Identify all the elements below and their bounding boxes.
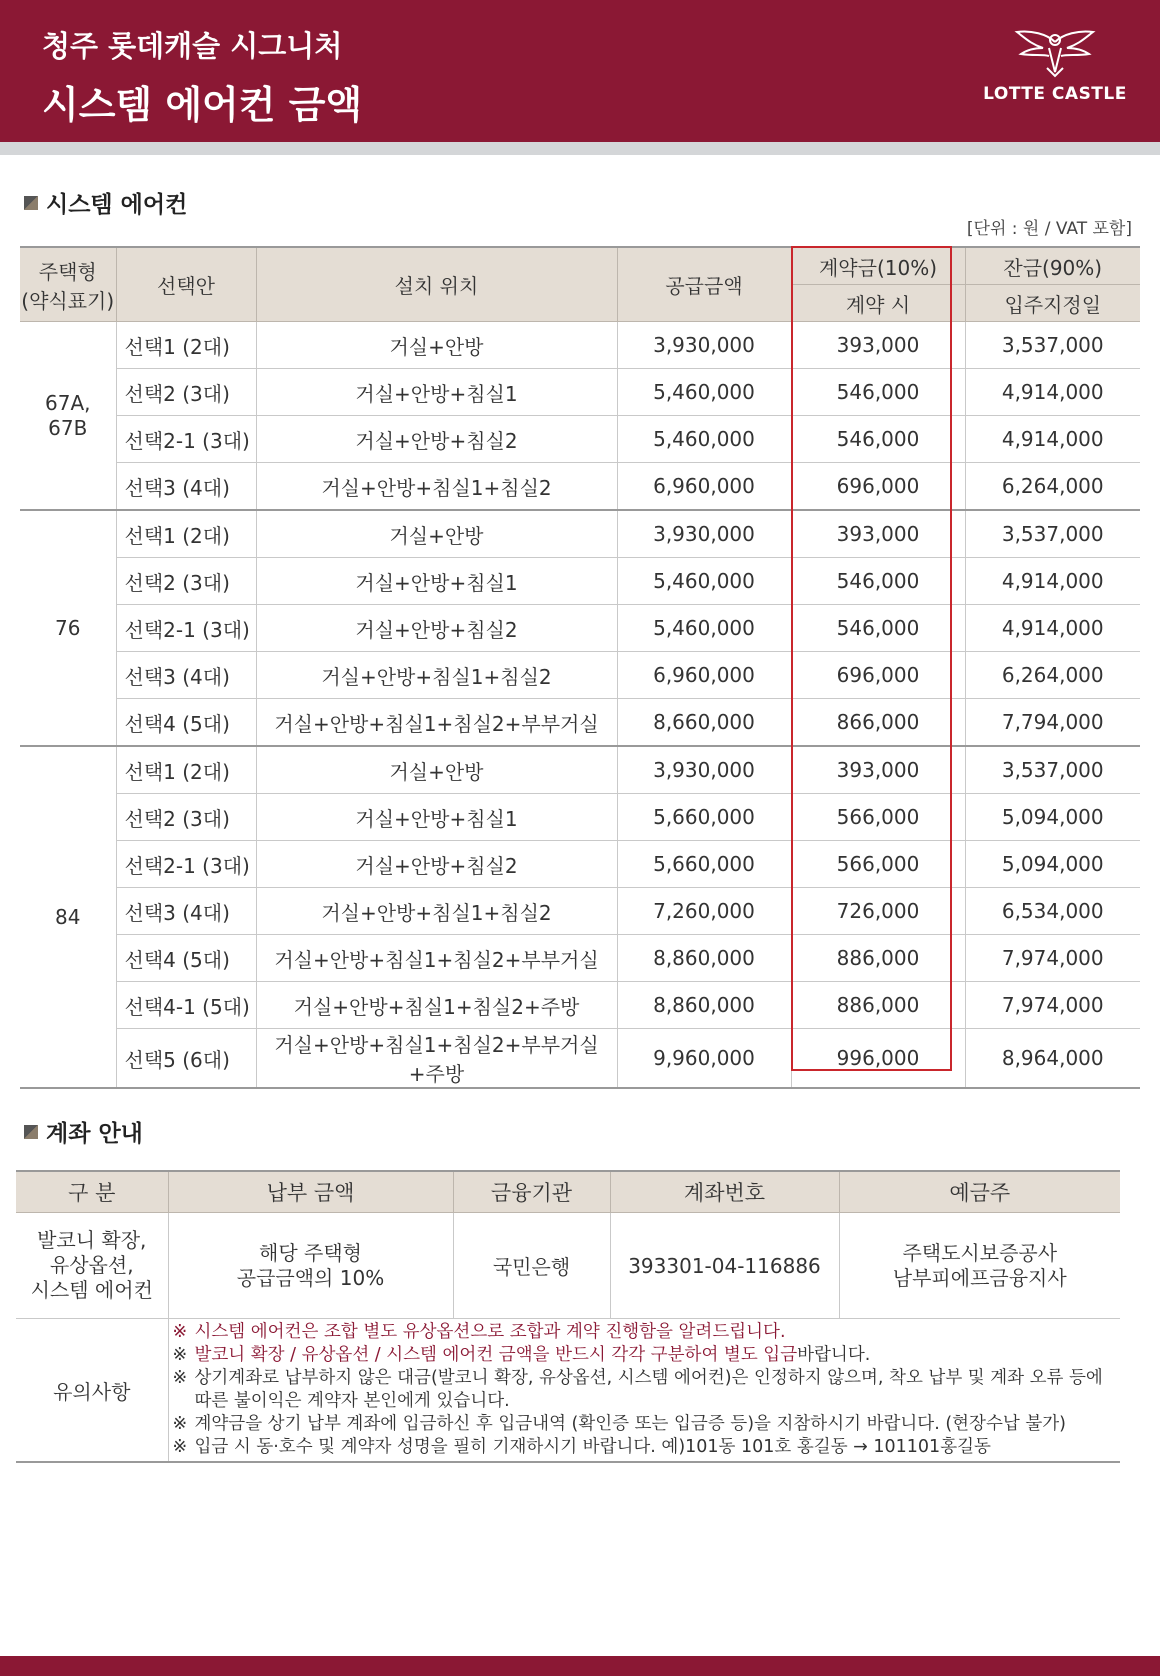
location-cell: 거실+안방+침실1 bbox=[256, 369, 617, 416]
option-cell: 선택5 (6대) bbox=[116, 1029, 256, 1089]
account-number: 393301-04-116886 bbox=[610, 1213, 839, 1319]
note-item bbox=[173, 1367, 1117, 1413]
supply-price-cell: 3,930,000 bbox=[617, 746, 791, 794]
option-cell: 선택4-1 (5대) bbox=[116, 982, 256, 1029]
deposit-cell: 866,000 bbox=[791, 699, 965, 747]
balance-cell: 6,534,000 bbox=[965, 888, 1140, 935]
deposit-cell: 566,000 bbox=[791, 794, 965, 841]
table-row bbox=[20, 558, 1140, 605]
table-row bbox=[20, 746, 1140, 794]
section-title-text: 계좌 안내 bbox=[46, 1121, 143, 1147]
deposit-cell: 393,000 bbox=[791, 510, 965, 558]
table-row bbox=[20, 888, 1140, 935]
option-cell: 선택1 (2대) bbox=[116, 510, 256, 558]
note-text: 상기계좌로 납부하지 않은 대금(발코니 확장, 유상옵션, 시스템 에어컨)은 인정하지 않으며, 착오 납부 및 계좌 오류 등에 따른 불이익은 계약자 본인에게 있습니다. bbox=[194, 1368, 1103, 1411]
note-item bbox=[173, 1436, 1117, 1459]
section-square-icon bbox=[24, 196, 38, 210]
supply-price-cell: 5,460,000 bbox=[617, 558, 791, 605]
unit-type-cell: 76 bbox=[20, 510, 116, 746]
account-holder: 주택도시보증공사 남부피에프금융지사 bbox=[839, 1213, 1120, 1319]
option-cell: 선택3 (4대) bbox=[116, 463, 256, 511]
header-divider bbox=[0, 142, 1160, 155]
unit-note: [단위 : 원 / VAT 포함] bbox=[966, 219, 1132, 239]
balance-cell: 5,094,000 bbox=[965, 841, 1140, 888]
deposit-cell: 886,000 bbox=[791, 935, 965, 982]
balance-cell: 4,914,000 bbox=[965, 558, 1140, 605]
page-subtitle: 청주 롯데캐슬 시그니처 bbox=[42, 29, 343, 63]
location-cell: 거실+안방+침실1 bbox=[256, 558, 617, 605]
note-mark: ※ bbox=[172, 1368, 188, 1388]
header-deposit: 계약금(10%) bbox=[791, 247, 965, 285]
location-cell: 거실+안방+침실1+침실2+주방 bbox=[256, 982, 617, 1029]
balance-cell: 3,537,000 bbox=[965, 322, 1140, 369]
header-holder: 예금주 bbox=[839, 1171, 1120, 1213]
account-bank: 국민은행 bbox=[453, 1213, 610, 1319]
note-text-emphasis: 발코니 확장 / 유상옵션 / 시스템 에어컨 금액을 반드시 각각 구분하여 별도 입금 bbox=[194, 1345, 798, 1365]
balance-cell: 6,264,000 bbox=[965, 652, 1140, 699]
deposit-cell: 566,000 bbox=[791, 841, 965, 888]
table-row bbox=[20, 699, 1140, 747]
location-cell: 거실+안방+침실1+침실2+부부거실 bbox=[256, 699, 617, 747]
account-info-table bbox=[16, 1170, 1120, 1463]
supply-price-cell: 5,460,000 bbox=[617, 369, 791, 416]
table-row bbox=[20, 794, 1140, 841]
table-row bbox=[20, 652, 1140, 699]
table-row bbox=[20, 841, 1140, 888]
deposit-cell: 393,000 bbox=[791, 322, 965, 369]
lotte-castle-logo bbox=[980, 26, 1130, 112]
header-amount: 납부 금액 bbox=[168, 1171, 453, 1213]
account-category: 발코니 확장, 유상옵션, 시스템 에어컨 bbox=[16, 1213, 168, 1319]
note-mark: ※ bbox=[172, 1345, 188, 1365]
header-category: 구 분 bbox=[16, 1171, 168, 1213]
option-cell: 선택2 (3대) bbox=[116, 794, 256, 841]
aircon-price-table bbox=[20, 246, 1140, 1089]
price-table-body bbox=[20, 322, 1140, 1089]
balance-cell: 6,264,000 bbox=[965, 463, 1140, 511]
footer-band bbox=[0, 1656, 1160, 1676]
supply-price-cell: 5,660,000 bbox=[617, 794, 791, 841]
section-title-account bbox=[24, 1115, 143, 1148]
deposit-cell: 546,000 bbox=[791, 558, 965, 605]
note-mark: ※ bbox=[172, 1437, 188, 1457]
table-row bbox=[20, 605, 1140, 652]
balance-cell: 3,537,000 bbox=[965, 510, 1140, 558]
note-text: 바랍니다. bbox=[797, 1345, 871, 1365]
location-cell: 거실+안방+침실2 bbox=[256, 841, 617, 888]
header-type-line1: 주택형 bbox=[38, 259, 97, 284]
deposit-cell: 696,000 bbox=[791, 463, 965, 511]
location-cell: 거실+안방+침실1 bbox=[256, 794, 617, 841]
unit-type-cell: 84 bbox=[20, 746, 116, 1088]
supply-price-cell: 5,660,000 bbox=[617, 841, 791, 888]
deposit-cell: 393,000 bbox=[791, 746, 965, 794]
note-text: 시스템 에어컨은 조합 별도 유상옵션으로 조합과 계약 진행함을 알려드립니다. bbox=[194, 1322, 786, 1342]
supply-price-cell: 6,960,000 bbox=[617, 463, 791, 511]
section-title-text: 시스템 에어컨 bbox=[46, 192, 188, 218]
location-cell: 거실+안방+침실1+침실2 bbox=[256, 888, 617, 935]
option-cell: 선택1 (2대) bbox=[116, 322, 256, 369]
table-row bbox=[20, 935, 1140, 982]
supply-price-cell: 5,460,000 bbox=[617, 605, 791, 652]
header-type bbox=[20, 247, 116, 322]
supply-price-cell: 3,930,000 bbox=[617, 510, 791, 558]
header-balance: 잔금(90%) bbox=[965, 247, 1140, 285]
header-option: 선택안 bbox=[116, 247, 256, 322]
location-cell: 거실+안방+침실2 bbox=[256, 605, 617, 652]
option-cell: 선택4 (5대) bbox=[116, 935, 256, 982]
balance-cell: 4,914,000 bbox=[965, 369, 1140, 416]
header-banner bbox=[0, 0, 1160, 142]
option-cell: 선택4 (5대) bbox=[116, 699, 256, 747]
option-cell: 선택2-1 (3대) bbox=[116, 841, 256, 888]
note-mark: ※ bbox=[172, 1414, 188, 1434]
deposit-cell: 886,000 bbox=[791, 982, 965, 1029]
notes-label: 유의사항 bbox=[16, 1319, 168, 1463]
table-row bbox=[20, 463, 1140, 511]
header-supply: 공급금액 bbox=[617, 247, 791, 322]
section-square-icon bbox=[24, 1125, 38, 1139]
option-cell: 선택2-1 (3대) bbox=[116, 605, 256, 652]
note-text: 계약금을 상기 납부 계좌에 입금하신 후 입금내역 (확인증 또는 입금증 등)을 지참하시기 바랍니다. (현장수납 불가) bbox=[194, 1414, 1066, 1434]
balance-cell: 4,914,000 bbox=[965, 416, 1140, 463]
table-row bbox=[20, 1029, 1140, 1089]
header-type-line2: (약식표기) bbox=[21, 288, 115, 313]
option-cell: 선택3 (4대) bbox=[116, 888, 256, 935]
eagle-emblem-icon bbox=[1013, 26, 1097, 78]
balance-cell: 3,537,000 bbox=[965, 746, 1140, 794]
section-title-aircon bbox=[24, 186, 187, 219]
header-balance-sub: 입주지정일 bbox=[965, 285, 1140, 322]
note-item bbox=[173, 1344, 1117, 1367]
header-location: 설치 위치 bbox=[256, 247, 617, 322]
unit-type-cell: 67A, 67B bbox=[20, 322, 116, 511]
notes-list bbox=[168, 1319, 1120, 1463]
balance-cell: 7,974,000 bbox=[965, 935, 1140, 982]
balance-cell: 7,974,000 bbox=[965, 982, 1140, 1029]
option-cell: 선택2 (3대) bbox=[116, 558, 256, 605]
note-mark: ※ bbox=[172, 1322, 188, 1342]
deposit-cell: 696,000 bbox=[791, 652, 965, 699]
table-row bbox=[20, 982, 1140, 1029]
supply-price-cell: 7,260,000 bbox=[617, 888, 791, 935]
note-text: 입금 시 동·호수 및 계약자 성명을 필히 기재하시기 바랍니다. 예)101동 101호 홍길동 → 101101홍길동 bbox=[194, 1437, 991, 1457]
supply-price-cell: 5,460,000 bbox=[617, 416, 791, 463]
supply-price-cell: 8,860,000 bbox=[617, 935, 791, 982]
location-cell: 거실+안방 bbox=[256, 746, 617, 794]
balance-cell: 8,964,000 bbox=[965, 1029, 1140, 1089]
location-cell: 거실+안방+침실2 bbox=[256, 416, 617, 463]
table-row bbox=[20, 510, 1140, 558]
option-cell: 선택1 (2대) bbox=[116, 746, 256, 794]
table-row bbox=[20, 322, 1140, 369]
supply-price-cell: 9,960,000 bbox=[617, 1029, 791, 1089]
table-row bbox=[20, 369, 1140, 416]
option-cell: 선택2 (3대) bbox=[116, 369, 256, 416]
balance-cell: 5,094,000 bbox=[965, 794, 1140, 841]
location-cell: 거실+안방+침실1+침실2 bbox=[256, 652, 617, 699]
note-item bbox=[173, 1413, 1117, 1436]
balance-cell: 7,794,000 bbox=[965, 699, 1140, 747]
page-title: 시스템 에어컨 금액 bbox=[42, 83, 363, 127]
header-deposit-sub: 계약 시 bbox=[791, 285, 965, 322]
deposit-cell: 996,000 bbox=[791, 1029, 965, 1089]
deposit-cell: 546,000 bbox=[791, 416, 965, 463]
table-row bbox=[20, 416, 1140, 463]
supply-price-cell: 8,660,000 bbox=[617, 699, 791, 747]
option-cell: 선택2-1 (3대) bbox=[116, 416, 256, 463]
deposit-cell: 726,000 bbox=[791, 888, 965, 935]
location-cell: 거실+안방+침실1+침실2 bbox=[256, 463, 617, 511]
deposit-cell: 546,000 bbox=[791, 369, 965, 416]
account-amount: 해당 주택형 공급금액의 10% bbox=[168, 1213, 453, 1319]
supply-price-cell: 6,960,000 bbox=[617, 652, 791, 699]
supply-price-cell: 3,930,000 bbox=[617, 322, 791, 369]
deposit-cell: 546,000 bbox=[791, 605, 965, 652]
supply-price-cell: 8,860,000 bbox=[617, 982, 791, 1029]
location-cell: 거실+안방 bbox=[256, 510, 617, 558]
location-cell: 거실+안방+침실1+침실2+부부거실+주방 bbox=[256, 1029, 617, 1089]
header-bank: 금융기관 bbox=[453, 1171, 610, 1213]
option-cell: 선택3 (4대) bbox=[116, 652, 256, 699]
header-account-no: 계좌번호 bbox=[610, 1171, 839, 1213]
brand-name: LOTTE CASTLE bbox=[983, 84, 1127, 104]
location-cell: 거실+안방+침실1+침실2+부부거실 bbox=[256, 935, 617, 982]
balance-cell: 4,914,000 bbox=[965, 605, 1140, 652]
location-cell: 거실+안방 bbox=[256, 322, 617, 369]
note-item bbox=[173, 1321, 1117, 1344]
